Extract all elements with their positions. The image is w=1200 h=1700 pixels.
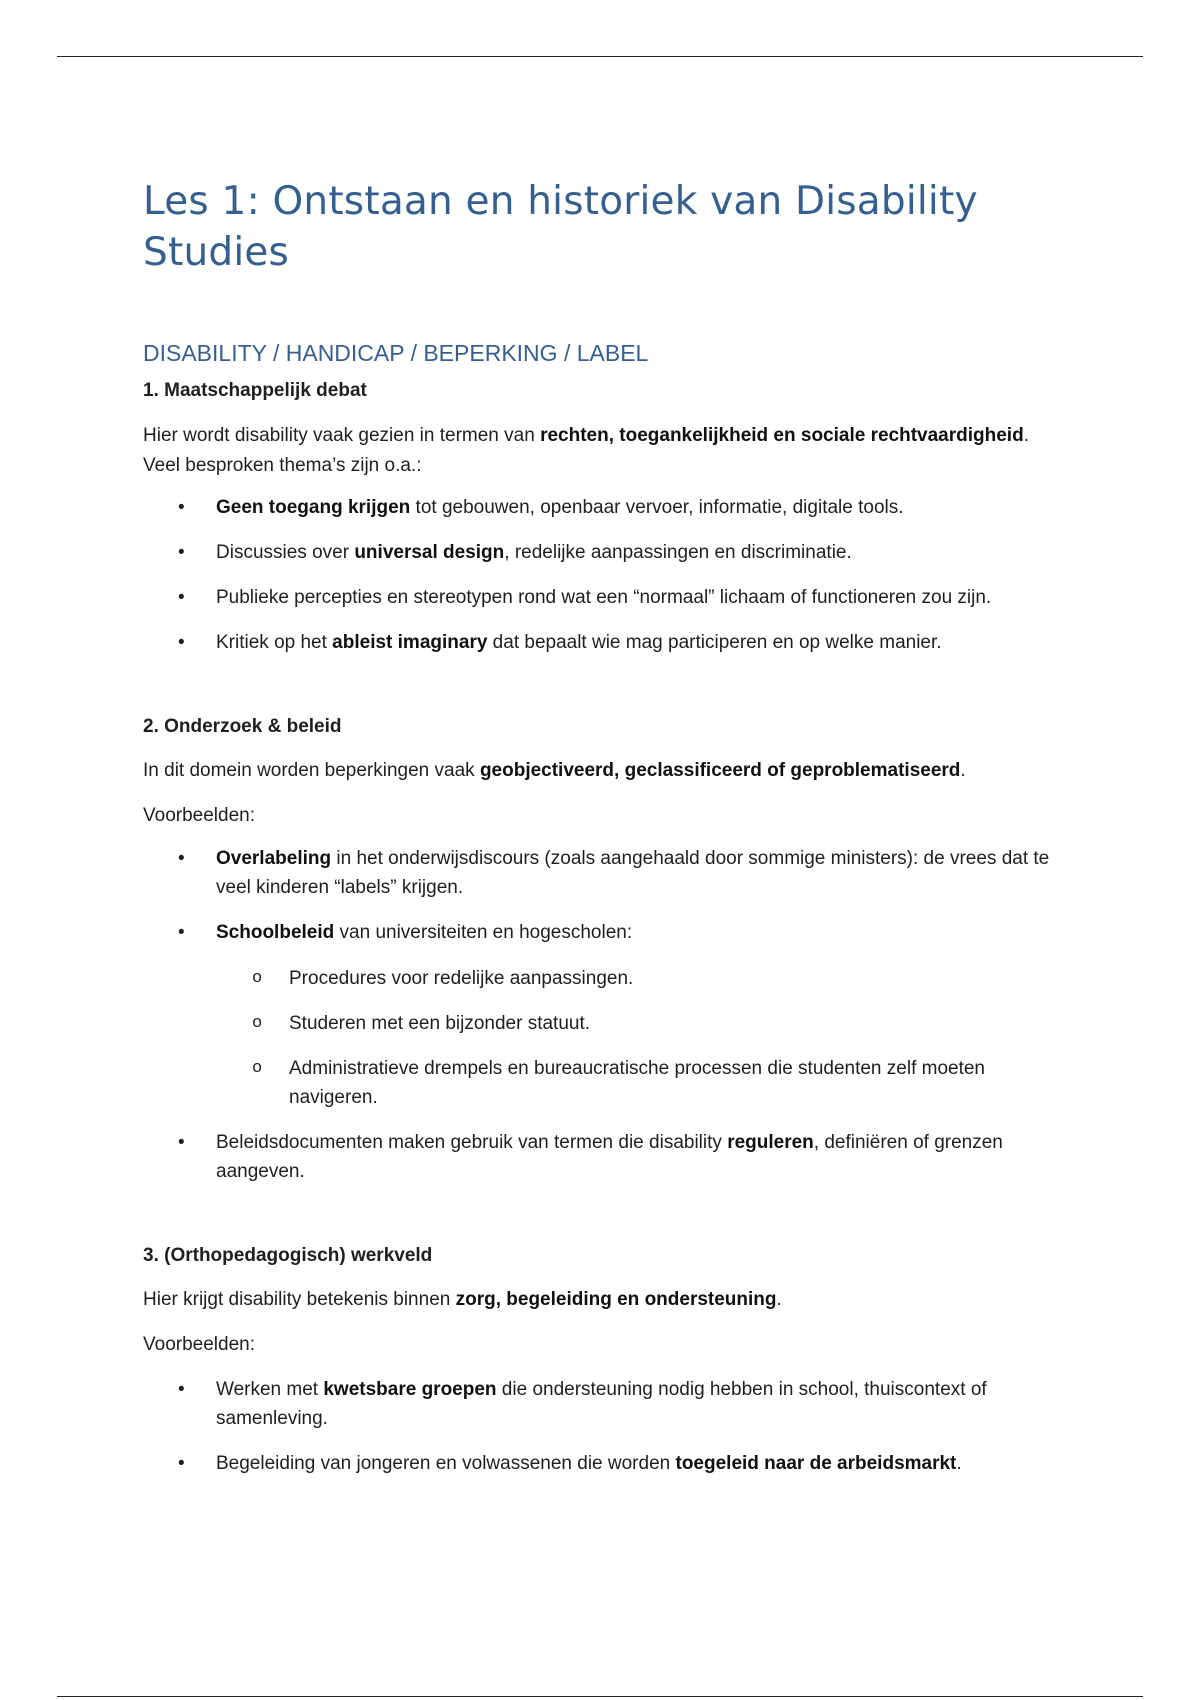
list-item <box>143 493 1073 522</box>
list-item <box>143 918 1073 1112</box>
bold-text: geobjectiveerd, geclassificeerd of geproblematiseerd <box>479 760 961 781</box>
text-run: tot gebouwen, openbaar vervoer, informatie, digitale tools. <box>410 497 904 518</box>
bold-text: toegeleid naar de arbeidsmarkt <box>675 1453 957 1474</box>
text-run: die ondersteuning nodig hebben in school, thuiscontext of samenleving. <box>216 1379 987 1429</box>
bold-text: Overlabeling <box>216 848 332 869</box>
bullet-icon: • <box>178 587 185 608</box>
text-run: Procedures voor redelijke aanpassingen. <box>289 968 634 989</box>
sub-list-schoolbeleid <box>143 964 1073 1112</box>
bold-text: reguleren <box>727 1132 814 1153</box>
subheading-onderzoek-beleid: 2. Onderzoek & beleid <box>143 716 342 737</box>
bold-text: universal design <box>354 542 505 563</box>
paragraph-intro-debat <box>143 421 1073 450</box>
text-run: In dit domein worden beperkingen vaak <box>143 760 480 781</box>
subheading-werkveld: 3. (Orthopedagogisch) werkveld <box>143 1245 433 1266</box>
text-run: . <box>956 1453 962 1474</box>
text-run: , redelijke aanpassingen en discriminatie. <box>504 542 852 563</box>
footer-rule <box>57 1696 1143 1697</box>
text-run: in het onderwijsdiscours (zoals aangehaald door sommige ministers): de vrees dat te veel kinderen “labels” krijgen. <box>216 848 1050 898</box>
text-run: Administratieve drempels en bureaucratische processen die studenten zelf moeten navigeren. <box>289 1058 985 1108</box>
paragraph-themas: Veel besproken thema’s zijn o.a.: <box>143 455 422 476</box>
text-run: , definiëren of grenzen aangeven. <box>216 1132 1003 1182</box>
text-run: Beleidsdocumenten maken gebruik van termen die disability <box>216 1132 728 1153</box>
sub-list-item <box>143 964 1073 993</box>
text-run: . <box>776 1289 782 1310</box>
paragraph-intro-onderzoek <box>143 756 1073 785</box>
sub-bullet-icon: o <box>252 969 263 988</box>
paragraph-intro-werkveld <box>143 1285 1073 1314</box>
sub-bullet-icon: o <box>252 1059 263 1078</box>
bullet-icon: • <box>178 1453 185 1474</box>
bullet-icon: • <box>178 922 185 943</box>
list-item <box>143 844 1073 902</box>
text-run: Discussies over <box>216 542 355 563</box>
bullet-list-werkveld <box>143 1375 1073 1478</box>
subheading-maatschappelijk-debat: 1. Maatschappelijk debat <box>143 380 367 401</box>
bullet-list-debat <box>143 493 1073 657</box>
bullet-icon: • <box>178 1132 185 1153</box>
document-title: Les 1: Ontstaan en historiek van Disability Studies <box>143 179 978 275</box>
bullet-icon: • <box>178 848 185 869</box>
text-run: . <box>960 760 966 781</box>
sub-bullet-icon: o <box>252 1014 263 1033</box>
paragraph-voorbeelden: Voorbeelden: <box>143 805 255 826</box>
bullet-icon: • <box>178 497 185 518</box>
text-run: Hier krijgt disability betekenis binnen <box>143 1289 456 1310</box>
document-body <box>143 176 1073 1478</box>
list-item <box>143 1449 1073 1478</box>
text-run: Begeleiding van jongeren en volwassenen die worden <box>216 1453 676 1474</box>
bullet-icon: • <box>178 542 185 563</box>
section-heading: DISABILITY / HANDICAP / BEPERKING / LABEL <box>143 340 649 366</box>
text-run: Publieke percepties en stereotypen rond wat een “normaal” lichaam of functioneren zou zijn. <box>216 587 992 608</box>
text-run: van universiteiten en hogescholen: <box>334 922 633 943</box>
text-run: . <box>1023 425 1029 446</box>
sub-list-item <box>143 1054 1073 1112</box>
header-rule <box>57 56 1143 57</box>
list-item <box>143 538 1073 567</box>
text-run: Kritiek op het <box>216 632 333 653</box>
text-run: Studeren met een bijzonder statuut. <box>289 1013 591 1034</box>
bold-text: Schoolbeleid <box>216 922 335 943</box>
bold-text: ableist imaginary <box>332 632 488 653</box>
text-run: Werken met <box>216 1379 324 1400</box>
list-item <box>143 1375 1073 1433</box>
text-run: dat bepaalt wie mag participeren en op welke manier. <box>487 632 942 653</box>
list-item <box>143 628 1073 657</box>
bullet-icon: • <box>178 1379 185 1400</box>
bold-text: kwetsbare groepen <box>323 1379 497 1400</box>
list-item <box>143 583 1073 612</box>
bullet-icon: • <box>178 632 185 653</box>
list-item <box>143 1128 1073 1186</box>
sub-list-item <box>143 1009 1073 1038</box>
bold-text: Geen toegang krijgen <box>216 497 411 518</box>
bullet-list-onderzoek <box>143 844 1073 1186</box>
text-run: Hier wordt disability vaak gezien in termen van <box>143 425 541 446</box>
bold-text: rechten, toegankelijkheid en sociale rechtvaardigheid <box>540 425 1024 446</box>
bold-text: zorg, begeleiding en ondersteuning <box>455 1289 777 1310</box>
paragraph-voorbeelden: Voorbeelden: <box>143 1334 255 1355</box>
